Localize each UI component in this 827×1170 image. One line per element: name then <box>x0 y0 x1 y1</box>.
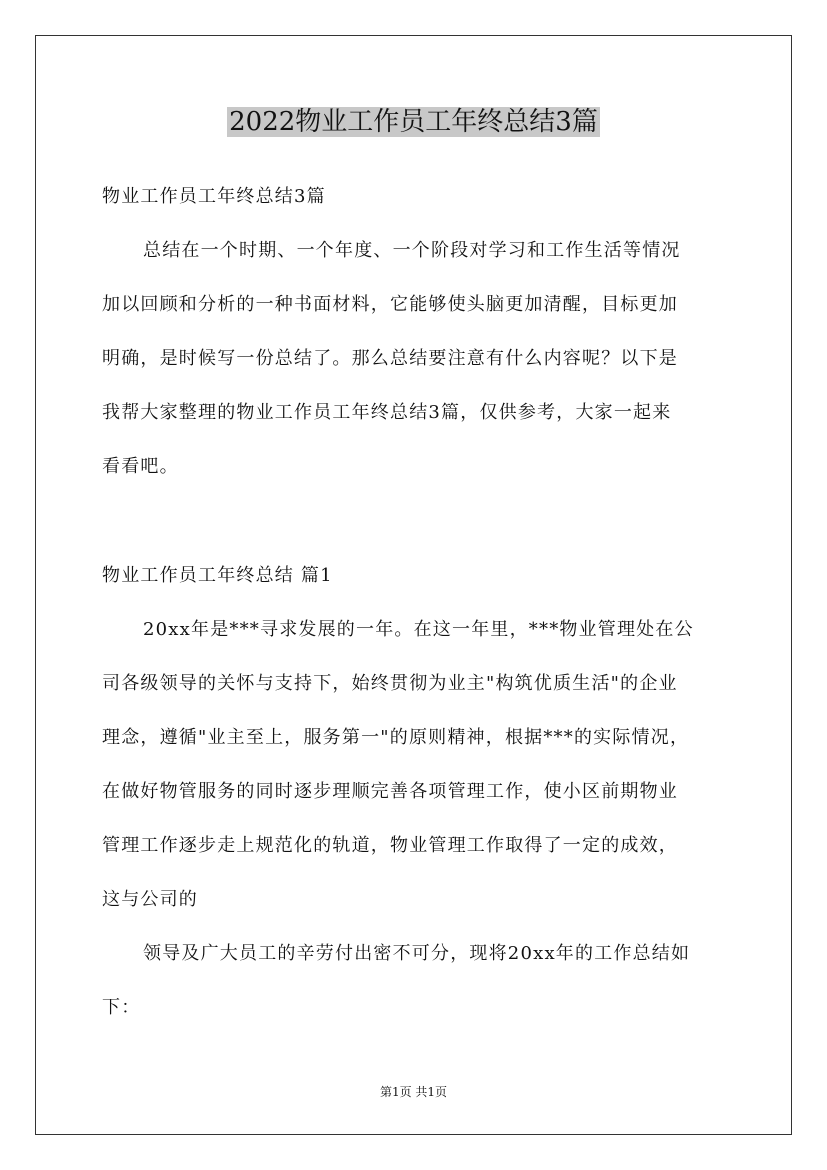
intro-line: 明确，是时候写一份总结了。那么总结要注意有什么内容呢？以下是 <box>102 348 678 369</box>
section-heading: 物业工作员工年终总结 篇1 <box>102 565 333 586</box>
intro-line: 加以回顾和分析的一种书面材料，它能够使头脑更加清醒，目标更加 <box>102 294 678 315</box>
document-title-text: 2022物业工作员工年终总结3篇 <box>229 107 598 137</box>
section-line: 管理工作逐步走上规范化的轨道，物业管理工作取得了一定的成效， <box>102 835 678 856</box>
section-line: 司各级领导的关怀与支持下，始终贯彻为业主"构筑优质生活"的企业 <box>102 673 678 694</box>
section-line: 在做好物管服务的同时逐步理顺完善各项管理工作，使小区前期物业 <box>102 781 678 802</box>
document-title <box>0 100 827 144</box>
section-line: 这与公司的 <box>102 889 198 910</box>
section-line: 下： <box>102 997 141 1018</box>
section-line: 领导及广大员工的辛劳付出密不可分，现将20xx年的工作总结如 <box>143 943 691 964</box>
intro-line: 看看吧。 <box>102 456 179 477</box>
page-footer: 第1页 共1页 <box>379 1085 448 1099</box>
intro-line: 我帮大家整理的物业工作员工年终总结3篇，仅供参考，大家一起来 <box>102 402 672 423</box>
document-subtitle: 物业工作员工年终总结3篇 <box>102 186 326 207</box>
section-line: 20xx年是***寻求发展的一年。在这一年里，***物业管理处在公 <box>143 619 694 640</box>
intro-line: 总结在一个时期、一个年度、一个阶段对学习和工作生活等情况 <box>143 240 681 261</box>
section-line: 理念，遵循"业主至上，服务第一"的原则精神，根据***的实际情况， <box>102 727 690 748</box>
